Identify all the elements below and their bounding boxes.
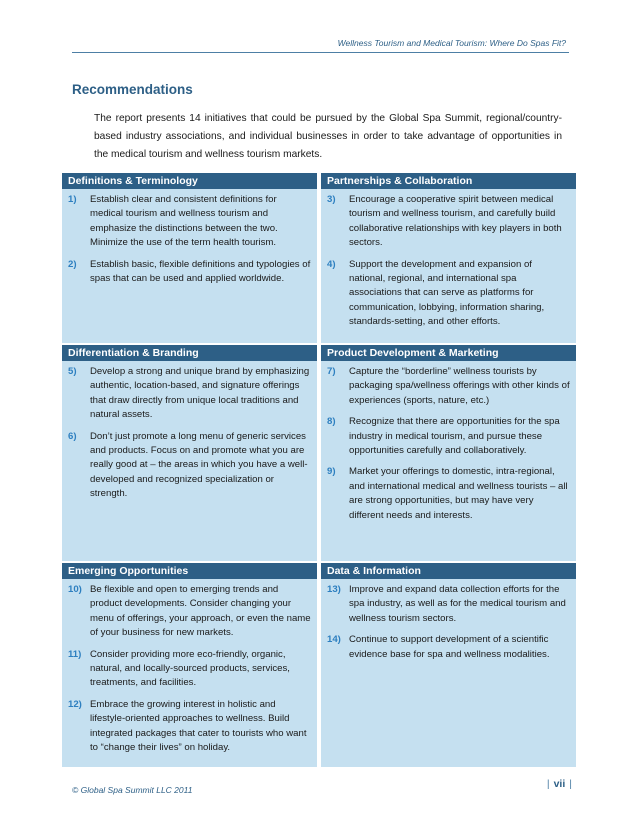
- item-text: Establish clear and consistent definitions for medical tourism and wellness tourism and emphasize the distinctions between the two. Minimize the use of the term health tourism.: [90, 194, 278, 249]
- recommendation-item: [327, 258, 570, 330]
- page-bar-right: |: [569, 778, 572, 790]
- item-number: 2): [68, 258, 77, 270]
- item-text: Capture the “borderline” wellness tourists by packaging spa/wellness offerings with other kinds of experiences (sports, nature, etc.): [349, 366, 570, 406]
- recommendation-item: [327, 583, 570, 626]
- box-product-development: [321, 361, 576, 561]
- intro-paragraph: The report presents 14 initiatives that could be pursued by the Global Spa Summit, regional/country-based industry associations, and individual businesses in order to take advantage of opportunities in the medical tourism and wellness tourism markets.: [94, 113, 562, 160]
- box-header-partnerships: Partnerships & Collaboration: [321, 173, 576, 189]
- recommendation-item: [68, 583, 311, 641]
- item-number: 14): [327, 634, 341, 646]
- item-number: 5): [68, 366, 77, 377]
- item-number: 7): [327, 366, 336, 377]
- item-text: Improve and expand data collection efforts for the spa industry, as well as for the medical tourism and wellness tourism sectors.: [349, 584, 566, 624]
- item-text: Consider providing more eco-friendly, organic, natural, and locally-sourced products, services, treatments, and facilities.: [90, 648, 290, 689]
- item-number: 11): [68, 648, 82, 660]
- item-text: Market your offerings to domestic, intra-regional, and international medical and wellness tourists – all are strong opportunities, but may have very different needs and interests.: [349, 466, 568, 521]
- item-number: 9): [327, 466, 336, 478]
- item-number: 4): [327, 258, 336, 270]
- recommendation-item: [68, 648, 311, 691]
- item-text: Embrace the growing interest in holistic and lifestyle-oriented approaches to wellness. Build integrated packages that cater to tourists who want to “change their lives” on holiday.: [90, 698, 307, 754]
- box-header-emerging-opportunities: Emerging Opportunities: [62, 563, 317, 579]
- box-header-data-information: Data & Information: [321, 563, 576, 579]
- recommendation-item: [68, 698, 311, 756]
- box-partnerships: [321, 189, 576, 343]
- box-header-differentiation: Differentiation & Branding: [62, 345, 317, 361]
- item-text: Support the development and expansion of national, regional, and international spa associations that can serve as platforms for communication, lobbying, information sharing, standards-setting, and other efforts.: [349, 258, 545, 328]
- header-rule: [72, 52, 569, 53]
- box-emerging-opportunities: [62, 579, 317, 767]
- recommendation-item: [68, 430, 311, 502]
- box-definitions: [62, 189, 317, 343]
- footer-copyright: © Global Spa Summit LLC 2011: [72, 785, 193, 795]
- recommendation-item: [68, 193, 311, 251]
- recommendation-item: [68, 365, 311, 423]
- item-number: 12): [68, 698, 82, 710]
- recommendation-item: [327, 365, 570, 408]
- page-number-block: [543, 778, 576, 790]
- item-text: Establish basic, flexible definitions and typologies of spas that can be used and applied worldwide.: [90, 258, 311, 285]
- recommendation-item: [327, 465, 570, 523]
- recommendation-item: [68, 258, 311, 287]
- item-text: Be flexible and open to emerging trends and product developments. Consider changing your menu of offerings, your approach, or even the name of your business for new markets.: [90, 584, 311, 639]
- item-text: Recognize that there are opportunities for the spa industry in medical tourism, and pursue these opportunities carefully and collaboratively.: [349, 416, 560, 457]
- box-header-product-development: Product Development & Marketing: [321, 345, 576, 361]
- item-number: 6): [68, 430, 77, 442]
- recommendation-item: [327, 193, 570, 251]
- page-number: vii: [553, 778, 566, 790]
- item-text: Continue to support development of a scientific evidence base for spa and wellness modalities.: [349, 634, 550, 660]
- recommendation-item: [327, 633, 570, 662]
- item-text: Develop a strong and unique brand by emphasizing authentic, location-based, and signature offerings that draw directly from unique local traditions and natural assets.: [90, 366, 310, 421]
- page-bar-left: |: [546, 778, 550, 790]
- item-number: 1): [68, 194, 77, 205]
- running-header: Wellness Tourism and Medical Tourism: Where Do Spas Fit?: [337, 38, 566, 48]
- item-text: Don’t just promote a long menu of generic services and products. Focus on and promote what you are really good at – the areas in which you have a well-developed and recognized specialization or strength.: [90, 430, 308, 500]
- item-text: Encourage a cooperative spirit between medical tourism and wellness tourism, and carefully build collaborative relationships with key players in both sectors.: [349, 194, 562, 249]
- recommendation-item: [327, 415, 570, 458]
- section-title: Recommendations: [72, 82, 193, 97]
- item-number: 10): [68, 584, 82, 595]
- box-header-definitions: Definitions & Terminology: [62, 173, 317, 189]
- box-differentiation: [62, 361, 317, 561]
- item-number: 13): [327, 584, 341, 595]
- item-number: 3): [327, 194, 336, 205]
- item-number: 8): [327, 416, 336, 428]
- recommendations-table: [62, 173, 576, 769]
- box-data-information: [321, 579, 576, 767]
